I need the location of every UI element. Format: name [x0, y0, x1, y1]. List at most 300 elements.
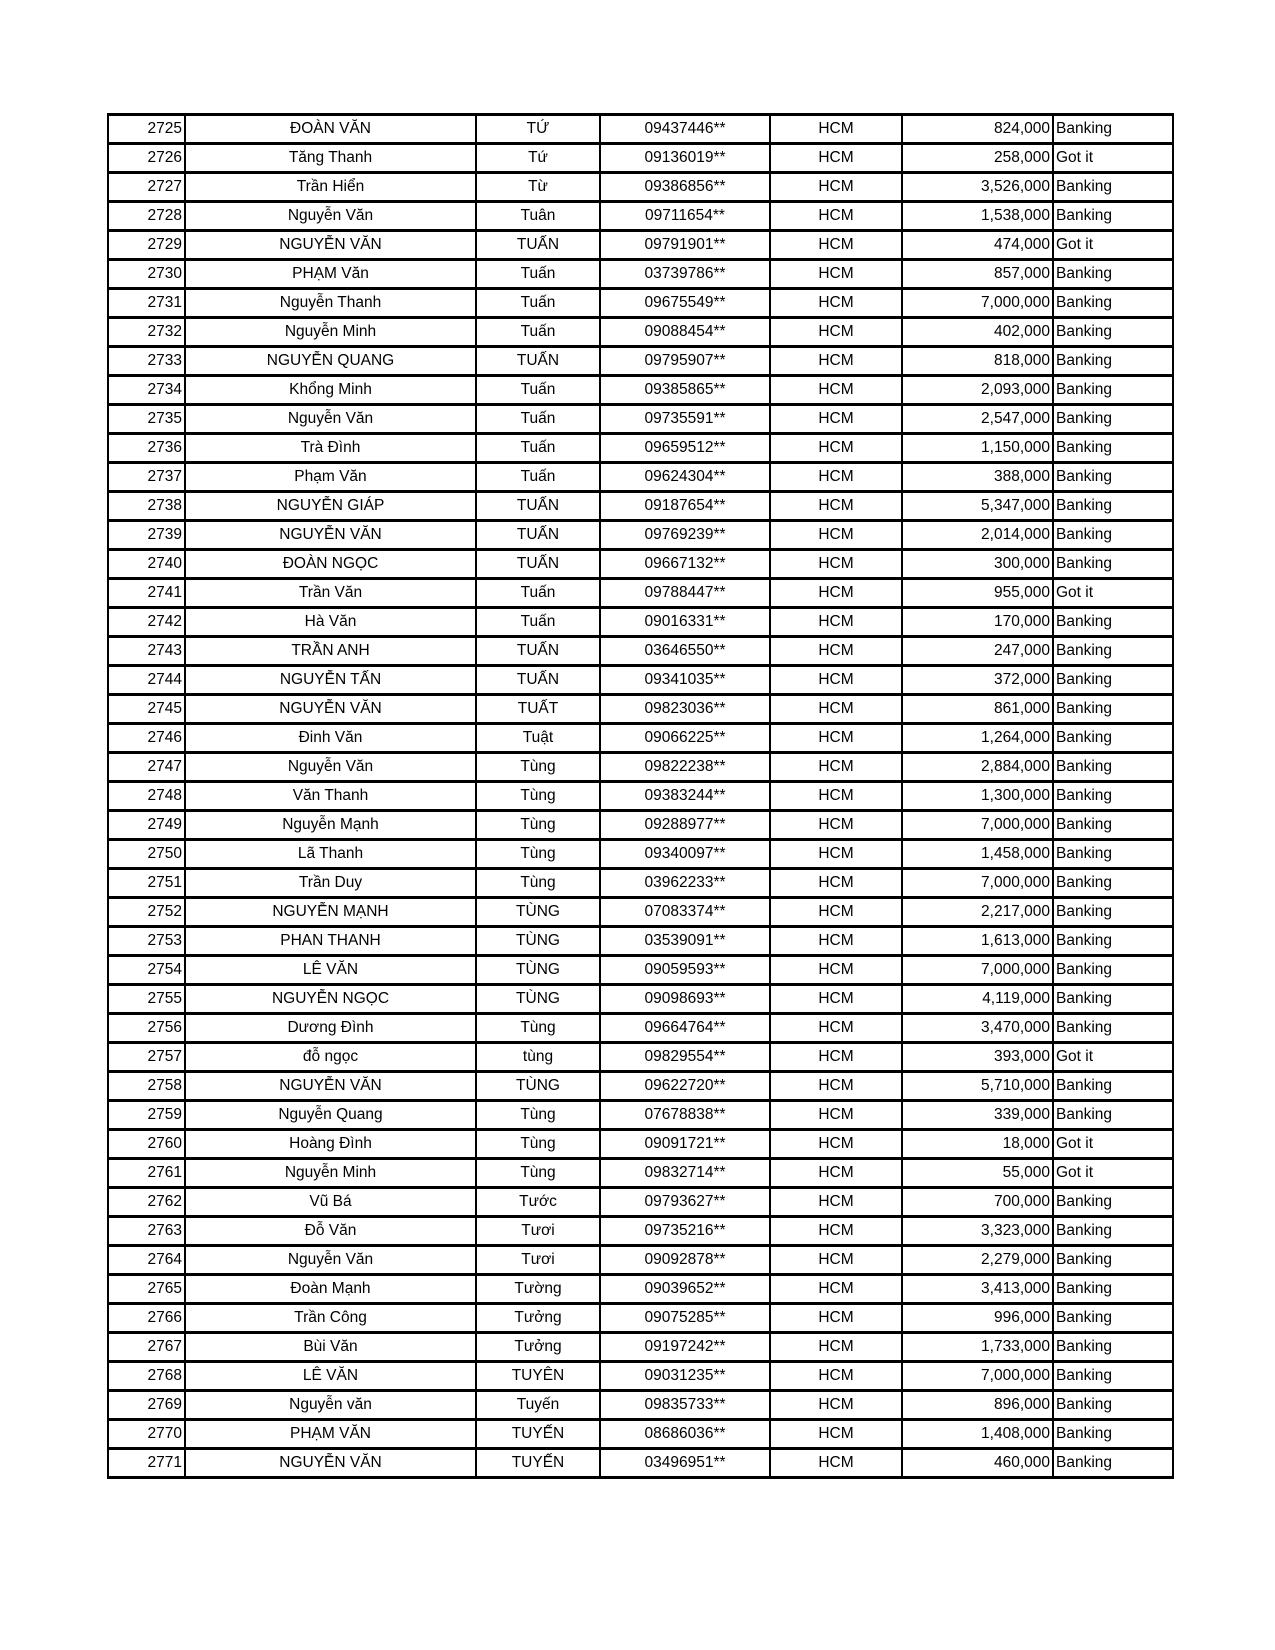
cell-status: Banking [1053, 463, 1173, 492]
cell-amount: 2,279,000 [902, 1246, 1053, 1275]
cell-id: 2760 [108, 1130, 185, 1159]
cell-phone: 09341035** [600, 666, 770, 695]
cell-phone: 08686036** [600, 1420, 770, 1449]
cell-last-name: TÙNG [476, 985, 600, 1014]
cell-id: 2730 [108, 260, 185, 289]
cell-last-name: TUYÊN [476, 1362, 600, 1391]
cell-last-name: TUYẾN [476, 1420, 600, 1449]
cell-status: Banking [1053, 434, 1173, 463]
cell-last-name: TUẤT [476, 695, 600, 724]
cell-last-name: TUẤN [476, 637, 600, 666]
table-row [108, 1362, 1173, 1391]
cell-city: HCM [770, 724, 902, 753]
cell-amount: 2,014,000 [902, 521, 1053, 550]
cell-city: HCM [770, 231, 902, 260]
cell-phone: 07678838** [600, 1101, 770, 1130]
cell-city: HCM [770, 840, 902, 869]
customer-table [107, 113, 1174, 1479]
cell-first-name: Nguyễn Quang [185, 1101, 476, 1130]
cell-last-name: Tuấn [476, 579, 600, 608]
cell-phone: 09197242** [600, 1333, 770, 1362]
cell-phone: 03739786** [600, 260, 770, 289]
cell-last-name: TUYẾN [476, 1449, 600, 1478]
cell-city: HCM [770, 1449, 902, 1478]
cell-last-name: Tuân [476, 202, 600, 231]
cell-amount: 170,000 [902, 608, 1053, 637]
cell-city: HCM [770, 144, 902, 173]
cell-status: Banking [1053, 1101, 1173, 1130]
cell-id: 2762 [108, 1188, 185, 1217]
cell-phone: 09664764** [600, 1014, 770, 1043]
cell-first-name: ĐOÀN NGỌC [185, 550, 476, 579]
table-row [108, 463, 1173, 492]
cell-id: 2747 [108, 753, 185, 782]
cell-amount: 1,733,000 [902, 1333, 1053, 1362]
table-row [108, 202, 1173, 231]
cell-city: HCM [770, 318, 902, 347]
cell-status: Banking [1053, 1449, 1173, 1478]
table-row [108, 666, 1173, 695]
cell-status: Banking [1053, 492, 1173, 521]
cell-amount: 3,323,000 [902, 1217, 1053, 1246]
cell-id: 2732 [108, 318, 185, 347]
cell-status: Banking [1053, 1333, 1173, 1362]
table-row [108, 521, 1173, 550]
cell-id: 2731 [108, 289, 185, 318]
cell-id: 2767 [108, 1333, 185, 1362]
cell-city: HCM [770, 956, 902, 985]
cell-phone: 09832714** [600, 1159, 770, 1188]
cell-last-name: TÙNG [476, 898, 600, 927]
cell-status: Banking [1053, 985, 1173, 1014]
cell-city: HCM [770, 492, 902, 521]
table-row [108, 695, 1173, 724]
cell-phone: 09383244** [600, 782, 770, 811]
cell-last-name: TUẤN [476, 666, 600, 695]
cell-id: 2725 [108, 115, 185, 144]
cell-last-name: Tuấn [476, 608, 600, 637]
cell-status: Banking [1053, 1188, 1173, 1217]
cell-phone: 09795907** [600, 347, 770, 376]
cell-status: Banking [1053, 289, 1173, 318]
cell-phone: 09059593** [600, 956, 770, 985]
cell-city: HCM [770, 927, 902, 956]
table-row [108, 579, 1173, 608]
cell-city: HCM [770, 898, 902, 927]
cell-first-name: Tăng Thanh [185, 144, 476, 173]
cell-city: HCM [770, 1420, 902, 1449]
cell-id: 2750 [108, 840, 185, 869]
cell-last-name: Tuấn [476, 463, 600, 492]
cell-phone: 09340097** [600, 840, 770, 869]
cell-last-name: TUẤN [476, 347, 600, 376]
table-row [108, 927, 1173, 956]
cell-status: Banking [1053, 1391, 1173, 1420]
cell-id: 2746 [108, 724, 185, 753]
cell-last-name: Tuấn [476, 405, 600, 434]
cell-id: 2736 [108, 434, 185, 463]
cell-last-name: Tùng [476, 840, 600, 869]
cell-city: HCM [770, 1246, 902, 1275]
cell-phone: 09031235** [600, 1362, 770, 1391]
cell-id: 2728 [108, 202, 185, 231]
cell-phone: 09288977** [600, 811, 770, 840]
cell-amount: 5,347,000 [902, 492, 1053, 521]
cell-last-name: Tước [476, 1188, 600, 1217]
cell-city: HCM [770, 347, 902, 376]
cell-amount: 388,000 [902, 463, 1053, 492]
cell-city: HCM [770, 521, 902, 550]
cell-first-name: Trần Văn [185, 579, 476, 608]
cell-id: 2733 [108, 347, 185, 376]
cell-first-name: Nguyễn Văn [185, 753, 476, 782]
cell-id: 2769 [108, 1391, 185, 1420]
cell-first-name: Nguyễn Minh [185, 1159, 476, 1188]
cell-phone: 09091721** [600, 1130, 770, 1159]
cell-first-name: Nguyễn văn [185, 1391, 476, 1420]
cell-phone: 09075285** [600, 1304, 770, 1333]
cell-phone: 09822238** [600, 753, 770, 782]
cell-first-name: NGUYỄN VĂN [185, 1072, 476, 1101]
cell-last-name: TỨ [476, 115, 600, 144]
cell-last-name: TÙNG [476, 927, 600, 956]
cell-city: HCM [770, 579, 902, 608]
cell-city: HCM [770, 173, 902, 202]
cell-city: HCM [770, 1188, 902, 1217]
cell-amount: 300,000 [902, 550, 1053, 579]
cell-id: 2745 [108, 695, 185, 724]
cell-status: Banking [1053, 347, 1173, 376]
cell-id: 2743 [108, 637, 185, 666]
cell-status: Banking [1053, 1275, 1173, 1304]
table-body [108, 115, 1173, 1478]
cell-id: 2768 [108, 1362, 185, 1391]
cell-city: HCM [770, 260, 902, 289]
cell-city: HCM [770, 202, 902, 231]
cell-last-name: Tuấn [476, 318, 600, 347]
cell-amount: 861,000 [902, 695, 1053, 724]
table-row [108, 898, 1173, 927]
cell-first-name: Trà Đình [185, 434, 476, 463]
cell-amount: 460,000 [902, 1449, 1053, 1478]
table-row [108, 1246, 1173, 1275]
cell-amount: 700,000 [902, 1188, 1053, 1217]
cell-id: 2770 [108, 1420, 185, 1449]
cell-amount: 7,000,000 [902, 811, 1053, 840]
table-row [108, 1014, 1173, 1043]
cell-id: 2771 [108, 1449, 185, 1478]
cell-phone: 09788447** [600, 579, 770, 608]
cell-phone: 03646550** [600, 637, 770, 666]
table-row [108, 1391, 1173, 1420]
cell-first-name: Vũ Bá [185, 1188, 476, 1217]
cell-status: Banking [1053, 782, 1173, 811]
cell-first-name: Khổng Minh [185, 376, 476, 405]
cell-amount: 55,000 [902, 1159, 1053, 1188]
table-row [108, 1130, 1173, 1159]
cell-phone: 09829554** [600, 1043, 770, 1072]
cell-id: 2749 [108, 811, 185, 840]
cell-amount: 258,000 [902, 144, 1053, 173]
table-row [108, 637, 1173, 666]
cell-status: Banking [1053, 550, 1173, 579]
cell-amount: 857,000 [902, 260, 1053, 289]
cell-city: HCM [770, 1362, 902, 1391]
cell-status: Got it [1053, 579, 1173, 608]
cell-phone: 09835733** [600, 1391, 770, 1420]
cell-phone: 09791901** [600, 231, 770, 260]
cell-last-name: Tuật [476, 724, 600, 753]
cell-last-name: Từ [476, 173, 600, 202]
cell-city: HCM [770, 376, 902, 405]
cell-id: 2752 [108, 898, 185, 927]
cell-amount: 955,000 [902, 579, 1053, 608]
cell-status: Got it [1053, 1043, 1173, 1072]
table-row [108, 869, 1173, 898]
cell-status: Banking [1053, 840, 1173, 869]
cell-status: Banking [1053, 1420, 1173, 1449]
table-row [108, 782, 1173, 811]
cell-status: Got it [1053, 231, 1173, 260]
cell-id: 2756 [108, 1014, 185, 1043]
table-row [108, 144, 1173, 173]
table-row [108, 985, 1173, 1014]
cell-amount: 2,217,000 [902, 898, 1053, 927]
cell-amount: 18,000 [902, 1130, 1053, 1159]
cell-phone: 09793627** [600, 1188, 770, 1217]
cell-status: Banking [1053, 1014, 1173, 1043]
cell-last-name: Tứ [476, 144, 600, 173]
cell-last-name: Tùng [476, 1101, 600, 1130]
cell-city: HCM [770, 550, 902, 579]
cell-city: HCM [770, 666, 902, 695]
table-row [108, 956, 1173, 985]
cell-amount: 402,000 [902, 318, 1053, 347]
cell-first-name: NGUYỄN VĂN [185, 695, 476, 724]
cell-first-name: Phạm Văn [185, 463, 476, 492]
cell-phone: 09136019** [600, 144, 770, 173]
cell-phone: 09667132** [600, 550, 770, 579]
cell-id: 2737 [108, 463, 185, 492]
cell-first-name: Văn Thanh [185, 782, 476, 811]
cell-status: Banking [1053, 405, 1173, 434]
cell-id: 2758 [108, 1072, 185, 1101]
cell-city: HCM [770, 1217, 902, 1246]
table-row [108, 1275, 1173, 1304]
cell-status: Banking [1053, 521, 1173, 550]
cell-city: HCM [770, 782, 902, 811]
cell-first-name: Hà Văn [185, 608, 476, 637]
cell-amount: 1,613,000 [902, 927, 1053, 956]
table-row [108, 1072, 1173, 1101]
cell-city: HCM [770, 1130, 902, 1159]
cell-amount: 1,538,000 [902, 202, 1053, 231]
cell-amount: 896,000 [902, 1391, 1053, 1420]
cell-city: HCM [770, 434, 902, 463]
cell-id: 2761 [108, 1159, 185, 1188]
cell-first-name: ĐOÀN VĂN [185, 115, 476, 144]
cell-id: 2739 [108, 521, 185, 550]
cell-phone: 09622720** [600, 1072, 770, 1101]
cell-amount: 2,884,000 [902, 753, 1053, 782]
cell-city: HCM [770, 695, 902, 724]
cell-first-name: Nguyễn Văn [185, 202, 476, 231]
cell-id: 2753 [108, 927, 185, 956]
cell-first-name: Đinh Văn [185, 724, 476, 753]
cell-phone: 09769239** [600, 521, 770, 550]
cell-id: 2751 [108, 869, 185, 898]
cell-last-name: Tuấn [476, 376, 600, 405]
cell-phone: 09066225** [600, 724, 770, 753]
cell-amount: 4,119,000 [902, 985, 1053, 1014]
table-row [108, 1159, 1173, 1188]
cell-id: 2755 [108, 985, 185, 1014]
cell-first-name: Đoàn Mạnh [185, 1275, 476, 1304]
cell-amount: 2,093,000 [902, 376, 1053, 405]
cell-phone: 09386856** [600, 173, 770, 202]
cell-city: HCM [770, 1275, 902, 1304]
cell-status: Banking [1053, 927, 1173, 956]
cell-first-name: Nguyễn Văn [185, 1246, 476, 1275]
cell-last-name: TUẤN [476, 521, 600, 550]
table-row [108, 1420, 1173, 1449]
cell-first-name: đỗ ngọc [185, 1043, 476, 1072]
cell-amount: 1,150,000 [902, 434, 1053, 463]
table-row [108, 260, 1173, 289]
cell-id: 2754 [108, 956, 185, 985]
table-row [108, 1101, 1173, 1130]
cell-city: HCM [770, 289, 902, 318]
cell-last-name: Tuấn [476, 289, 600, 318]
cell-phone: 09624304** [600, 463, 770, 492]
cell-id: 2764 [108, 1246, 185, 1275]
cell-first-name: NGUYỄN VĂN [185, 1449, 476, 1478]
cell-status: Got it [1053, 144, 1173, 173]
table-row [108, 231, 1173, 260]
cell-id: 2766 [108, 1304, 185, 1333]
cell-city: HCM [770, 1391, 902, 1420]
cell-status: Banking [1053, 637, 1173, 666]
cell-phone: 09098693** [600, 985, 770, 1014]
table-row [108, 753, 1173, 782]
cell-last-name: Tưởng [476, 1333, 600, 1362]
cell-amount: 474,000 [902, 231, 1053, 260]
cell-phone: 09675549** [600, 289, 770, 318]
cell-last-name: Tùng [476, 753, 600, 782]
table-row [108, 724, 1173, 753]
cell-last-name: TÙNG [476, 1072, 600, 1101]
cell-first-name: Đỗ Văn [185, 1217, 476, 1246]
cell-city: HCM [770, 405, 902, 434]
cell-first-name: Lã Thanh [185, 840, 476, 869]
cell-id: 2726 [108, 144, 185, 173]
cell-city: HCM [770, 869, 902, 898]
cell-first-name: Trần Duy [185, 869, 476, 898]
cell-first-name: LÊ VĂN [185, 1362, 476, 1391]
cell-first-name: PHAN THANH [185, 927, 476, 956]
cell-last-name: Tươi [476, 1217, 600, 1246]
cell-first-name: LÊ VĂN [185, 956, 476, 985]
table-row [108, 1043, 1173, 1072]
cell-city: HCM [770, 1304, 902, 1333]
cell-phone: 07083374** [600, 898, 770, 927]
cell-first-name: NGUYỄN VĂN [185, 231, 476, 260]
cell-amount: 824,000 [902, 115, 1053, 144]
cell-city: HCM [770, 1159, 902, 1188]
cell-city: HCM [770, 1014, 902, 1043]
cell-id: 2742 [108, 608, 185, 637]
cell-last-name: TUẤN [476, 550, 600, 579]
cell-first-name: NGUYỄN MẠNH [185, 898, 476, 927]
cell-first-name: NGUYỄN QUANG [185, 347, 476, 376]
cell-amount: 339,000 [902, 1101, 1053, 1130]
table-row [108, 434, 1173, 463]
table-row [108, 405, 1173, 434]
cell-amount: 5,710,000 [902, 1072, 1053, 1101]
cell-status: Banking [1053, 608, 1173, 637]
cell-amount: 7,000,000 [902, 1362, 1053, 1391]
cell-first-name: Trần Công [185, 1304, 476, 1333]
cell-phone: 09711654** [600, 202, 770, 231]
cell-status: Banking [1053, 869, 1173, 898]
cell-phone: 09016331** [600, 608, 770, 637]
cell-first-name: PHẠM Văn [185, 260, 476, 289]
cell-first-name: Nguyễn Mạnh [185, 811, 476, 840]
cell-status: Banking [1053, 724, 1173, 753]
cell-id: 2759 [108, 1101, 185, 1130]
table-row [108, 1304, 1173, 1333]
cell-phone: 09092878** [600, 1246, 770, 1275]
cell-phone: 09735591** [600, 405, 770, 434]
cell-last-name: tùng [476, 1043, 600, 1072]
table-row [108, 840, 1173, 869]
cell-status: Got it [1053, 1130, 1173, 1159]
cell-last-name: TUẤN [476, 231, 600, 260]
cell-status: Banking [1053, 202, 1173, 231]
cell-id: 2748 [108, 782, 185, 811]
cell-amount: 1,300,000 [902, 782, 1053, 811]
cell-first-name: Nguyễn Văn [185, 405, 476, 434]
cell-amount: 818,000 [902, 347, 1053, 376]
cell-status: Banking [1053, 1304, 1173, 1333]
cell-first-name: Dương Đình [185, 1014, 476, 1043]
cell-amount: 1,408,000 [902, 1420, 1053, 1449]
cell-status: Banking [1053, 898, 1173, 927]
cell-last-name: TÙNG [476, 956, 600, 985]
cell-status: Banking [1053, 1362, 1173, 1391]
cell-status: Banking [1053, 753, 1173, 782]
cell-status: Got it [1053, 1159, 1173, 1188]
cell-phone: 03539091** [600, 927, 770, 956]
cell-phone: 03962233** [600, 869, 770, 898]
cell-amount: 393,000 [902, 1043, 1053, 1072]
table-row [108, 318, 1173, 347]
table-row [108, 1217, 1173, 1246]
cell-last-name: Tươi [476, 1246, 600, 1275]
cell-status: Banking [1053, 115, 1173, 144]
cell-last-name: Tuấn [476, 434, 600, 463]
cell-last-name: Tuyến [476, 1391, 600, 1420]
cell-last-name: Tưởng [476, 1304, 600, 1333]
cell-id: 2738 [108, 492, 185, 521]
cell-amount: 3,470,000 [902, 1014, 1053, 1043]
cell-phone: 09659512** [600, 434, 770, 463]
cell-first-name: Nguyễn Thanh [185, 289, 476, 318]
cell-city: HCM [770, 608, 902, 637]
cell-last-name: Tường [476, 1275, 600, 1304]
cell-phone: 09437446** [600, 115, 770, 144]
cell-amount: 1,264,000 [902, 724, 1053, 753]
